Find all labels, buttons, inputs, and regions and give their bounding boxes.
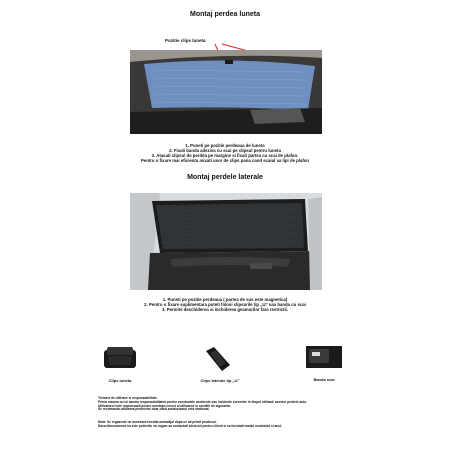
side-step: 3. Permite deschiderea si inchiderea geamurilor fara restrictii.	[161, 307, 289, 312]
side-instructions	[60, 297, 390, 312]
clip-position-label: Pozitie clips luneta	[165, 38, 206, 43]
side-section-title: Montaj perdele laterale	[187, 174, 263, 181]
rear-instructions	[60, 143, 390, 163]
rear-clip-image	[103, 346, 137, 377]
part-caption: Clips laterale tip „U”	[200, 378, 240, 383]
rear-window-photo	[130, 50, 322, 134]
note-line: Nota: Se regaseste ne anexeaza imediat ambalajul dupa ce ati primit produsul.	[98, 420, 217, 424]
rear-step: 3. Atasati clipsul de perdea pe margine si fixati partea cu scai de plafon.	[151, 153, 299, 158]
terms-block	[98, 397, 307, 412]
note-line: Daca dimensiunea nu este potrivita, va rugam sa contactati serviciul pentru clienti si sa furnizati modul modelului si anul.	[98, 423, 283, 428]
rear-section-title: Montaj perdea luneta	[189, 11, 260, 18]
part-caption: Banda scai	[313, 377, 335, 382]
side-step: 2. Pentru o fixare suplimentara puteti folosi clipsurile tip „U” sau banda cu scai	[144, 302, 306, 307]
terms-line: Prima masina nu isi asuma responsabilitatea pentru eventualele accidente sau incidente survenite in timpul utilizarii acestor perdele auto.	[98, 399, 308, 404]
part-caption: Clips luneta	[108, 378, 132, 383]
rear-step: Pentru o fixare mai eficienta mixati usor de clips pana cand scaiul va lipi de plafon	[140, 158, 310, 163]
side-step: 1. Puneti pe pozitie perdeaua ( partea de sus este magnetica)	[162, 297, 288, 302]
rear-step: 1. Puneti pe pozitie perdeaua de luneta	[185, 143, 265, 148]
notes-block	[98, 421, 282, 429]
terms-line: Termeni de utilizare si responsabilitate.	[98, 396, 158, 400]
rear-step: 2. Fixati banda adeziva cu scai pe clipsul pentru luneta	[169, 148, 281, 153]
u-clip-image	[202, 345, 232, 380]
side-window-photo	[130, 193, 322, 290]
terms-line: Utilizatorul este responsabil pentru montajul corect si utilizarea in conditii de siguranta.	[98, 403, 231, 408]
terms-line: Se recomanda utilizarea perdelelor doar cand autoturismul este stationat.	[98, 407, 210, 412]
velcro-strip-image	[304, 344, 344, 375]
